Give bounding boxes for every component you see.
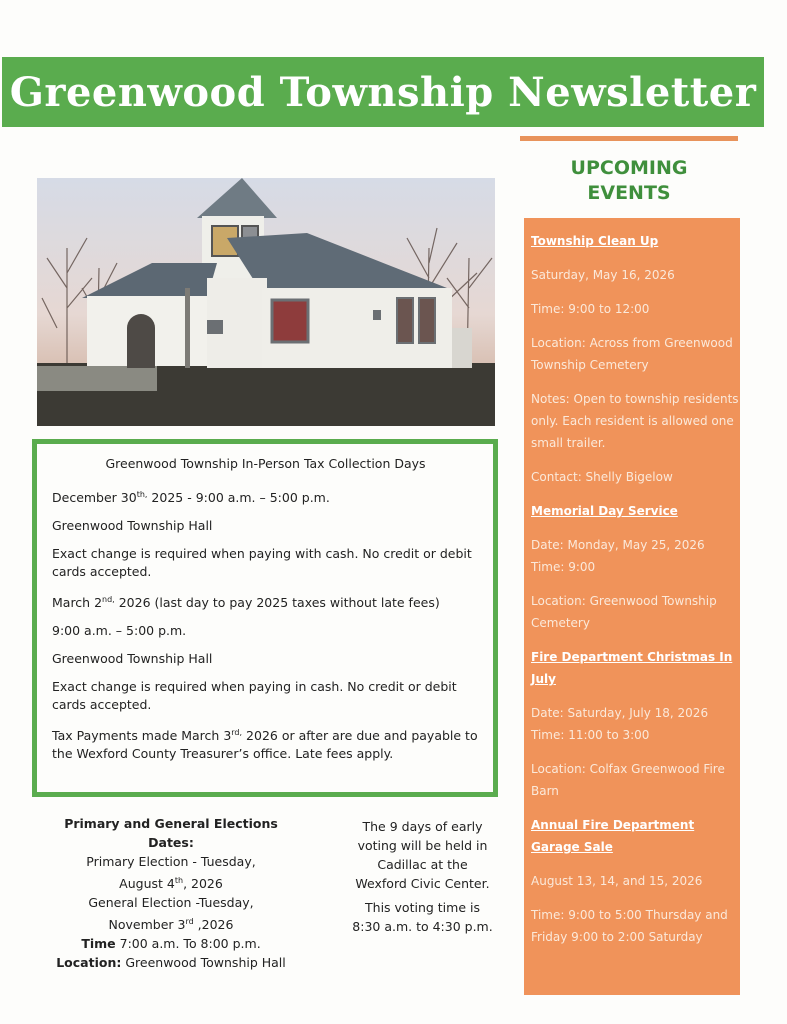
event-detail: Date: Saturday, July 18, 2026 [531,706,709,720]
event-detail: Saturday, May 16, 2026 [531,268,675,282]
tax-collection-box [32,439,498,797]
early-voting-location: The 9 days of early voting will be held in Cadillac at the Wexford Civic Center. [355,819,490,891]
event-detail: Location: Greenwood Township Cemetery [531,594,717,630]
event-title: Fire Department Christmas In July [531,650,733,686]
upcoming-events-heading-line1: UPCOMING [570,157,688,179]
election-time: Time 7:00 a.m. To 8:00 p.m. [81,936,261,952]
event-detail: Notes: Open to township residents only. Each resident is allowed one small trailer. [531,392,739,450]
tax-time-2: 9:00 a.m. – 5:00 p.m. [52,623,187,639]
elections-info [36,814,306,972]
event-title: Annual Fire Department Garage Sale [531,818,695,854]
upcoming-events-heading [520,156,738,206]
tax-date-2: March $2^{nd,}$ 2026 (last day to pay 2025 taxes without late fees) [52,595,440,611]
event-title: Memorial Day Service [531,504,678,518]
events-divider [520,136,738,141]
elections-heading: Primary and General Elections [64,816,278,831]
township-hall-photo [37,178,495,426]
upcoming-events-heading-line2: EVENTS [587,182,671,204]
tax-late-note: Tax Payments made March $3^{rd,}$ 2026 or after are due and payable to the Wexford County Treasurer’s office. Late fees apply. [52,728,478,762]
newsletter-title: Greenwood Township Newsletter [9,68,757,116]
tax-date-1: December $30^{th,}$ 2025 - 9:00 a.m. – 5:00 p.m. [52,490,330,506]
newsletter-banner [2,57,764,127]
primary-election-date: August 4th, 2026 [119,876,223,892]
event-detail: Location: Colfax Greenwood Fire Barn [531,762,725,798]
early-voting-info [350,817,495,941]
event-detail: Time: 11:00 to 3:00 [531,728,650,742]
event-detail: August 13, 14, and 15, 2026 [531,874,703,888]
primary-election-label: Primary Election - Tuesday, [86,854,256,869]
election-location: Location: Greenwood Township Hall [56,955,286,971]
tax-note-1: Exact change is required when paying with cash. No credit or debit cards accepted. [52,546,472,580]
event-detail: Time: 9:00 [531,560,596,574]
tax-location-1: Greenwood Township Hall [52,518,213,534]
general-election-date: November 3rd ,2026 [108,917,234,933]
early-voting-time: This voting time is 8:30 a.m. to 4:30 p.m. [352,900,493,934]
event-detail: Date: Monday, May 25, 2026 [531,538,705,552]
event-detail: Location: Across from Greenwood Township Cemetery [531,336,733,372]
general-election-label: General Election -Tuesday, [88,895,254,911]
event-detail: Contact: Shelly Bigelow [531,470,673,484]
tax-note-2: Exact change is required when paying in cash. No credit or debit cards accepted. [52,679,457,713]
event-title: Township Clean Up [531,234,659,248]
elections-dates-label: Dates: [148,835,194,850]
tax-collection-title: Greenwood Township In-Person Tax Collection Days [105,456,426,471]
upcoming-events-panel [524,218,740,995]
tax-location-2: Greenwood Township Hall [52,651,213,667]
event-detail: Time: 9:00 to 12:00 [531,302,650,316]
event-detail: Time: 9:00 to 5:00 Thursday and Friday 9:00 to 2:00 Saturday [531,908,728,944]
